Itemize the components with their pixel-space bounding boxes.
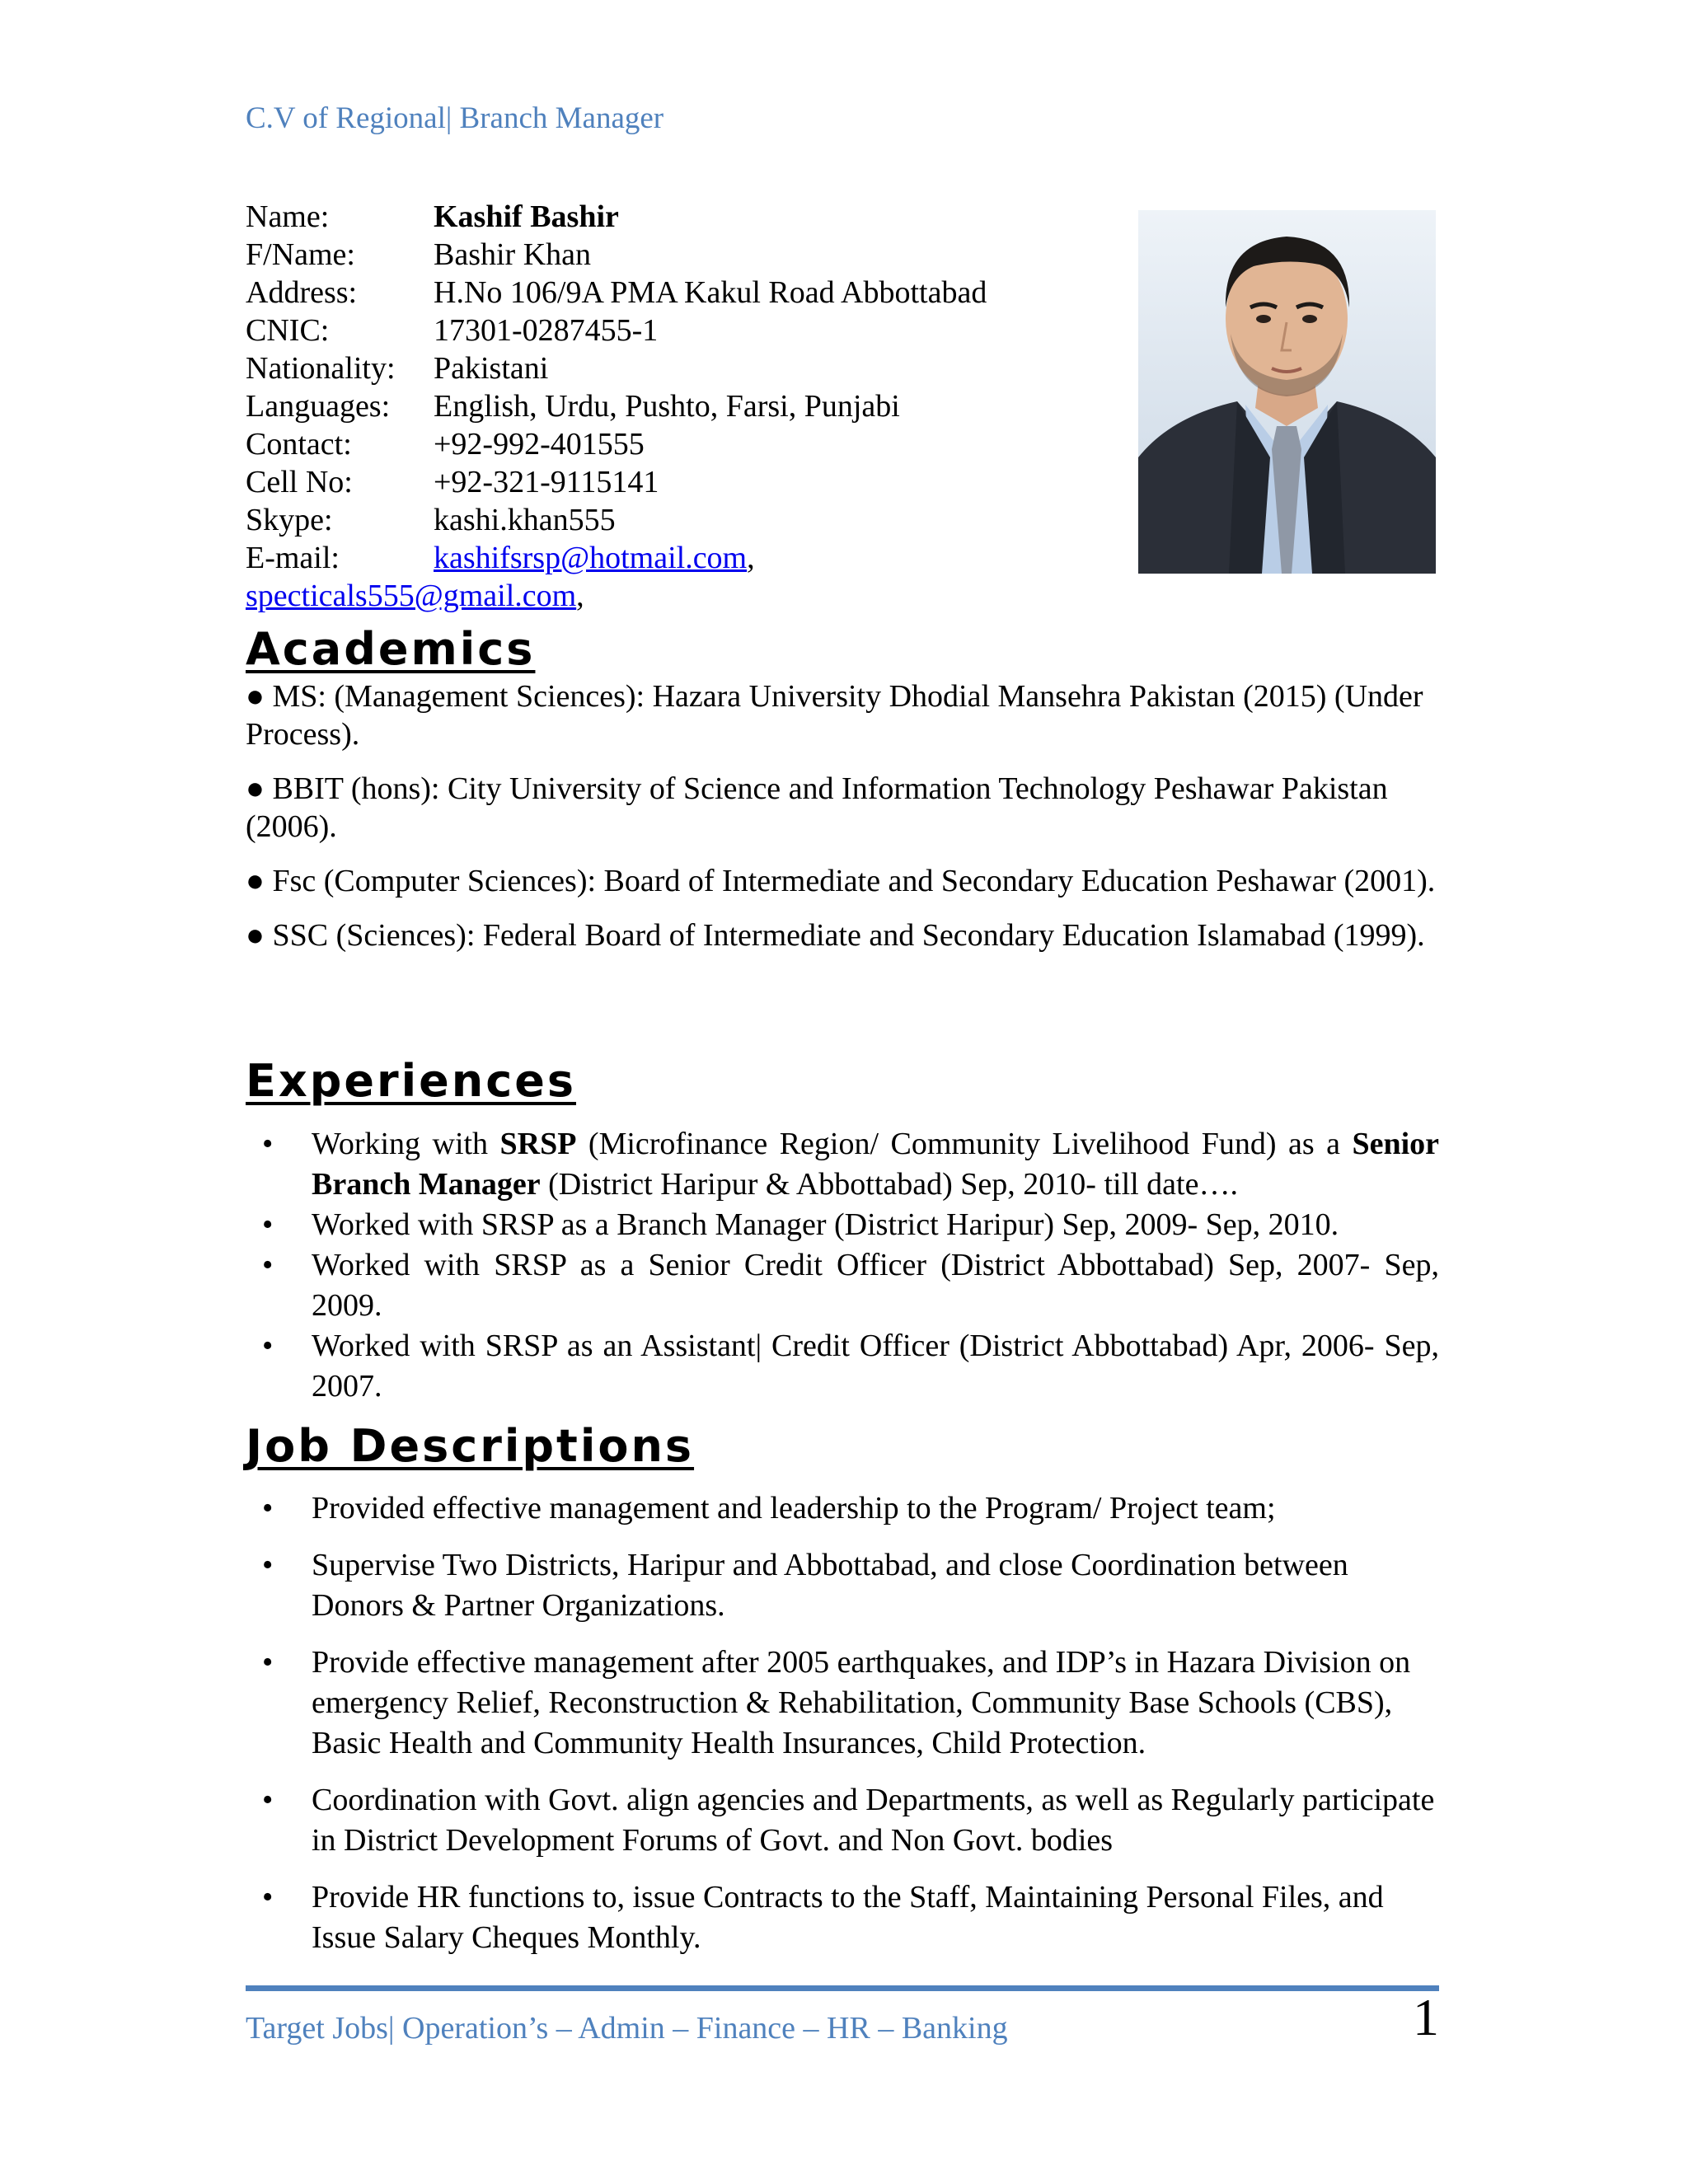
info-row-father-name [246, 236, 987, 274]
info-row-cnic [246, 312, 987, 349]
info-label: Cell No: [246, 465, 353, 499]
info-label: F/Name: [246, 237, 355, 272]
list-item [246, 1780, 1439, 1861]
profile-photo [1138, 210, 1436, 574]
info-label: Contact: [246, 427, 352, 462]
experiences-heading: Experiences [246, 1055, 576, 1107]
info-row-languages [246, 387, 987, 425]
info-row-nationality [246, 349, 987, 387]
email-link-hotmail[interactable]: kashifsrsp@hotmail.com [434, 541, 748, 575]
info-label: Name: [246, 199, 330, 234]
academic-entry: MS: (Management Sciences): Hazara University Dhodial Mansehra Pakistan (2015) (Under Process). [246, 679, 1423, 752]
academic-entry: SSC (Sciences): Federal Board of Intermediate and Secondary Education Islamabad (1999). [272, 918, 1425, 953]
page-header: C.V of Regional| Branch Manager [246, 101, 664, 135]
info-row-name [246, 198, 987, 236]
list-item [246, 1124, 1439, 1205]
bullet-icon: ● [246, 771, 265, 806]
job-descriptions-heading: Job Descriptions [246, 1420, 695, 1472]
info-label: Address: [246, 275, 358, 310]
info-row-address [246, 274, 987, 312]
email-separator: , [747, 541, 755, 575]
job-description-text: Supervise Two Districts, Haripur and Abbottabad, and close Coordination between Donors & Partner Organizations. [312, 1548, 1348, 1623]
experience-text: (District Haripur & Abbottabad) Sep, 2010- till date…. [540, 1167, 1238, 1202]
academics-heading: Academics [246, 623, 536, 675]
email-link-gmail[interactable]: specticals555@gmail.com [246, 579, 577, 613]
job-descriptions-list [246, 1488, 1439, 1975]
info-value: Kashif Bashir [434, 199, 619, 234]
list-item [246, 1643, 1439, 1764]
academic-entry: Fsc (Computer Sciences): Board of Intermediate and Secondary Education Peshawar (2001). [272, 864, 1436, 898]
bullet-icon: ● [246, 864, 265, 898]
info-label: CNIC: [246, 313, 330, 348]
bullet-icon: • [262, 1329, 274, 1363]
info-label: Skype: [246, 503, 333, 537]
job-description-text: Coordination with Govt. align agencies and Departments, as well as Regularly participate in District Development Forums of Govt. and Non Govt. bodies [312, 1783, 1435, 1858]
list-item [246, 1877, 1439, 1958]
list-item [246, 1545, 1439, 1626]
experience-text: Worked with SRSP as a Branch Manager (District Haripur) Sep, 2009- Sep, 2010. [312, 1207, 1339, 1242]
page-number: 1 [1413, 1988, 1439, 2046]
experience-text: (Microfinance Region/ Community Livelihood Fund) as a [576, 1127, 1353, 1161]
experience-text: Working with [312, 1127, 500, 1161]
experiences-list [246, 1124, 1439, 1407]
bullet-icon: • [262, 1548, 274, 1582]
bullet-icon: • [262, 1783, 274, 1817]
employer-name: SRSP [499, 1127, 577, 1161]
info-value: +92-321-9115141 [434, 465, 659, 499]
bullet-icon: ● [246, 918, 265, 953]
info-label: Nationality: [246, 351, 396, 386]
list-item [246, 677, 1439, 753]
list-item [246, 916, 1439, 954]
list-item [246, 1245, 1439, 1326]
bullet-icon: • [262, 1207, 274, 1242]
job-description-text: Provide effective management after 2005 earthquakes, and IDP’s in Hazara Division on emergency Relief, Reconstruction & Rehabilitation, Community Base Schools (CBS), Basic Health and Community Health Insurances, Child Protection. [312, 1645, 1411, 1760]
personal-info [246, 198, 987, 615]
info-label: E-mail: [246, 541, 340, 575]
info-value: Pakistani [434, 351, 549, 386]
info-row-contact [246, 425, 987, 463]
job-description-text: Provide HR functions to, issue Contracts to the Staff, Maintaining Personal Files, and Issue Salary Cheques Monthly. [312, 1880, 1384, 1955]
info-value: kashi.khan555 [434, 503, 616, 537]
info-label: Languages: [246, 389, 391, 424]
info-value: English, Urdu, Pushto, Farsi, Punjabi [434, 389, 900, 424]
bullet-icon: • [262, 1127, 274, 1161]
list-item [246, 770, 1439, 846]
info-value [434, 539, 755, 577]
bullet-icon: • [262, 1491, 274, 1526]
profile-photo-illustration [1138, 210, 1436, 574]
bullet-icon: • [262, 1248, 274, 1282]
list-item [246, 862, 1439, 900]
list-item [246, 1326, 1439, 1407]
info-row-skype [246, 501, 987, 539]
list-item [246, 1205, 1439, 1245]
footer-text: Target Jobs| Operation’s – Admin – Finance – HR – Banking [246, 2011, 1008, 2046]
job-title: Senior Branch Manager [312, 1127, 1440, 1202]
experience-text: Worked with SRSP as an Assistant| Credit Officer (District Abbottabad) Apr, 2006- Sep, 2007. [312, 1329, 1439, 1404]
job-description-text: Provided effective management and leadership to the Program/ Project team; [312, 1491, 1276, 1526]
info-value: +92-992-401555 [434, 427, 645, 462]
footer-divider [246, 1985, 1439, 1991]
academics-list [246, 677, 1439, 971]
info-row-cell [246, 463, 987, 501]
bullet-icon: • [262, 1645, 274, 1680]
info-value: H.No 106/9A PMA Kakul Road Abbottabad [434, 275, 987, 310]
bullet-icon: ● [246, 679, 265, 714]
experience-text: Worked with SRSP as a Senior Credit Officer (District Abbottabad) Sep, 2007- Sep, 2009. [312, 1248, 1439, 1323]
info-value: 17301-0287455-1 [434, 313, 659, 348]
bullet-icon: • [262, 1880, 274, 1915]
email-separator: , [576, 579, 584, 613]
list-item [246, 1488, 1439, 1529]
academic-entry: BBIT (hons): City University of Science and Information Technology Peshawar Pakistan (2006). [246, 771, 1388, 844]
info-value: Bashir Khan [434, 237, 592, 272]
info-row-email-2 [246, 577, 987, 615]
info-row-email [246, 539, 987, 577]
